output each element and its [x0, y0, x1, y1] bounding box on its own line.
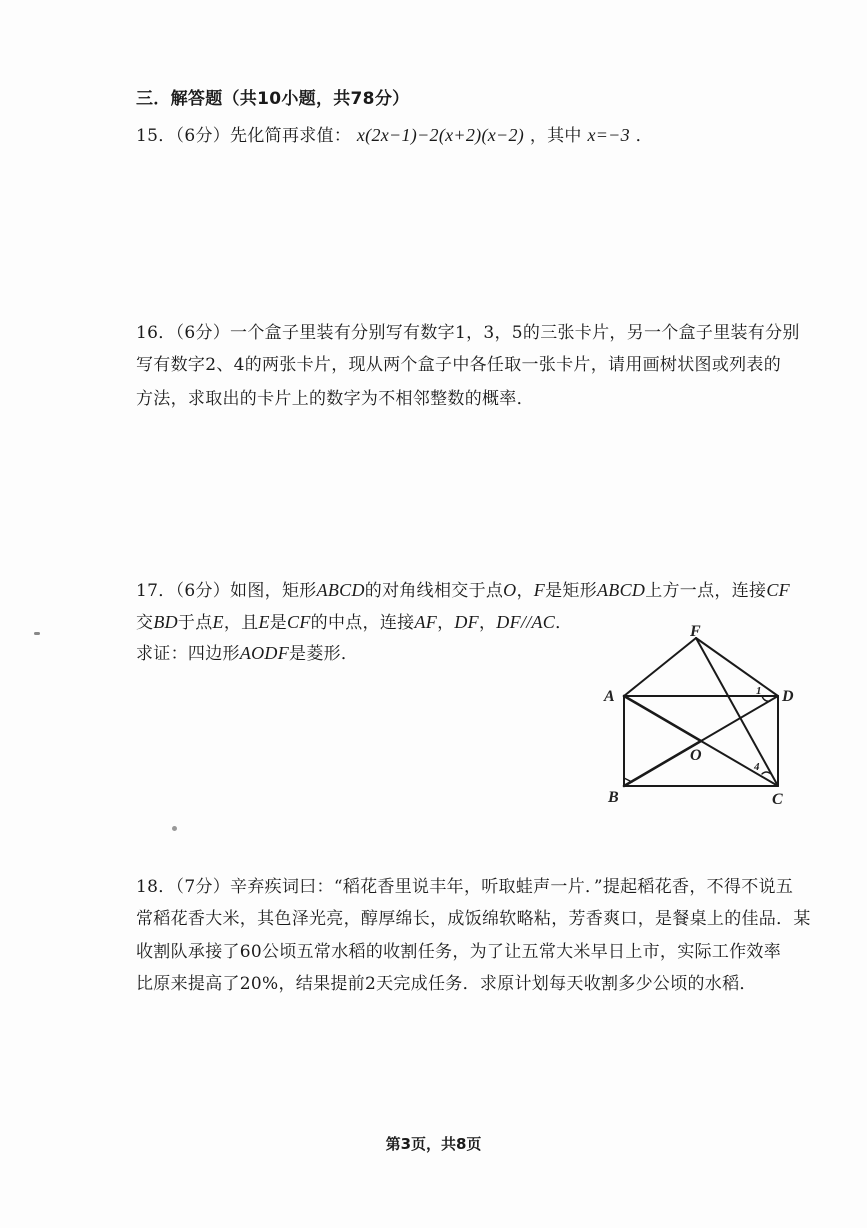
q17-text: ，且: [223, 613, 259, 633]
segment-AF: [624, 638, 696, 696]
segment-CF: [696, 638, 778, 786]
page-number: 第3页，共8页: [385, 1135, 482, 1153]
rectangle-figure: [596, 624, 802, 814]
question-15: [136, 121, 653, 146]
q16-line-3: 方法，求取出的卡片上的数字为不相邻整数的概率．: [136, 389, 534, 409]
q17-text: ，: [437, 613, 455, 633]
section-title: 三．解答题（共10小题，共78分）: [136, 89, 410, 109]
label-D: D: [782, 688, 794, 705]
q17-math: CF: [287, 612, 311, 632]
label-B: B: [608, 789, 619, 806]
q17-text: 求证：四边形: [136, 644, 240, 664]
q17-text: 是: [269, 613, 288, 633]
label-F: F: [690, 624, 701, 640]
q15-condition: x=−3: [587, 125, 630, 145]
q17-math: CF: [766, 580, 790, 600]
q16-line-1: 16．（6分）一个盒子里装有分别写有数字1，3，5的三张卡片，另一个盒子里装有分别: [136, 323, 800, 343]
q17-text: 交: [136, 613, 154, 633]
q15-end: ．: [635, 126, 653, 146]
q18-line-4: 比原来提高了20%，结果提前2天完成任务．求原计划每天收割多少公顷的水稻．: [136, 974, 757, 994]
q15-expression: x(2x−1)−2(x+2)(x−2): [356, 125, 525, 145]
q17-text: ．: [555, 613, 573, 633]
q17-line-1: [136, 576, 790, 601]
label-angle-1: 1: [756, 685, 762, 697]
segment-AO: [624, 696, 701, 741]
label-C: C: [772, 791, 783, 808]
q17-math: BD: [153, 612, 178, 632]
q15-tail: ，其中: [529, 126, 582, 146]
q15-number: 15．（6分）先化简再求值：: [136, 126, 352, 146]
segment-DF: [696, 638, 778, 696]
q17-math: ABCD: [597, 580, 646, 600]
q17-text: 上方一点，连接: [645, 581, 767, 601]
label-O: O: [690, 747, 702, 764]
q17-line-2: [136, 608, 572, 633]
q17-math: DF: [454, 612, 479, 632]
q17-math: AF: [414, 612, 438, 632]
scan-speck: [172, 826, 177, 831]
label-A: A: [604, 688, 615, 705]
q18-line-3: 收割队承接了60公顷五常水稻的收割任务，为了让五常大米早日上市，实际工作效率: [136, 942, 782, 962]
q17-math: DF//AC: [496, 612, 556, 632]
q17-text: 的中点，连接: [310, 613, 415, 633]
q17-text: 是菱形．: [289, 644, 359, 664]
q17-math: E: [258, 612, 270, 632]
q17-math: AODF: [239, 643, 290, 663]
q17-math: E: [212, 612, 224, 632]
q17-math: F: [533, 580, 546, 600]
q16-line-2: 写有数字2、4的两张卡片，现从两个盒子中各任取一张卡片，请用画树状图或列表的: [136, 355, 782, 375]
label-angle-4: 4: [754, 761, 760, 773]
q17-text: 于点: [177, 613, 213, 633]
angle-mark-4: [762, 772, 771, 774]
q17-text: ，: [478, 613, 497, 633]
q18-line-1: 18．（7分）辛弃疾词曰：“稻花香里说丰年，听取蛙声一片．”提起稻花香，不得不说五: [136, 877, 794, 897]
q17-text: 是矩形: [545, 581, 597, 601]
q17-text: ，: [516, 581, 534, 601]
q17-line-3: [136, 639, 358, 664]
q17-text: 的对角线相交于点: [364, 581, 504, 601]
q17-math: O: [503, 580, 517, 600]
q18-line-2: 常稻花香大米，其色泽光亮，醇厚绵长，成饭绵软略粘，芳香爽口，是餐桌上的佳品．某: [136, 909, 811, 929]
angle-mark-b: [624, 778, 632, 782]
q17-math: ABCD: [316, 580, 365, 600]
scan-speck: [34, 632, 40, 635]
q17-text: 17．（6分）如图，矩形: [136, 581, 317, 601]
